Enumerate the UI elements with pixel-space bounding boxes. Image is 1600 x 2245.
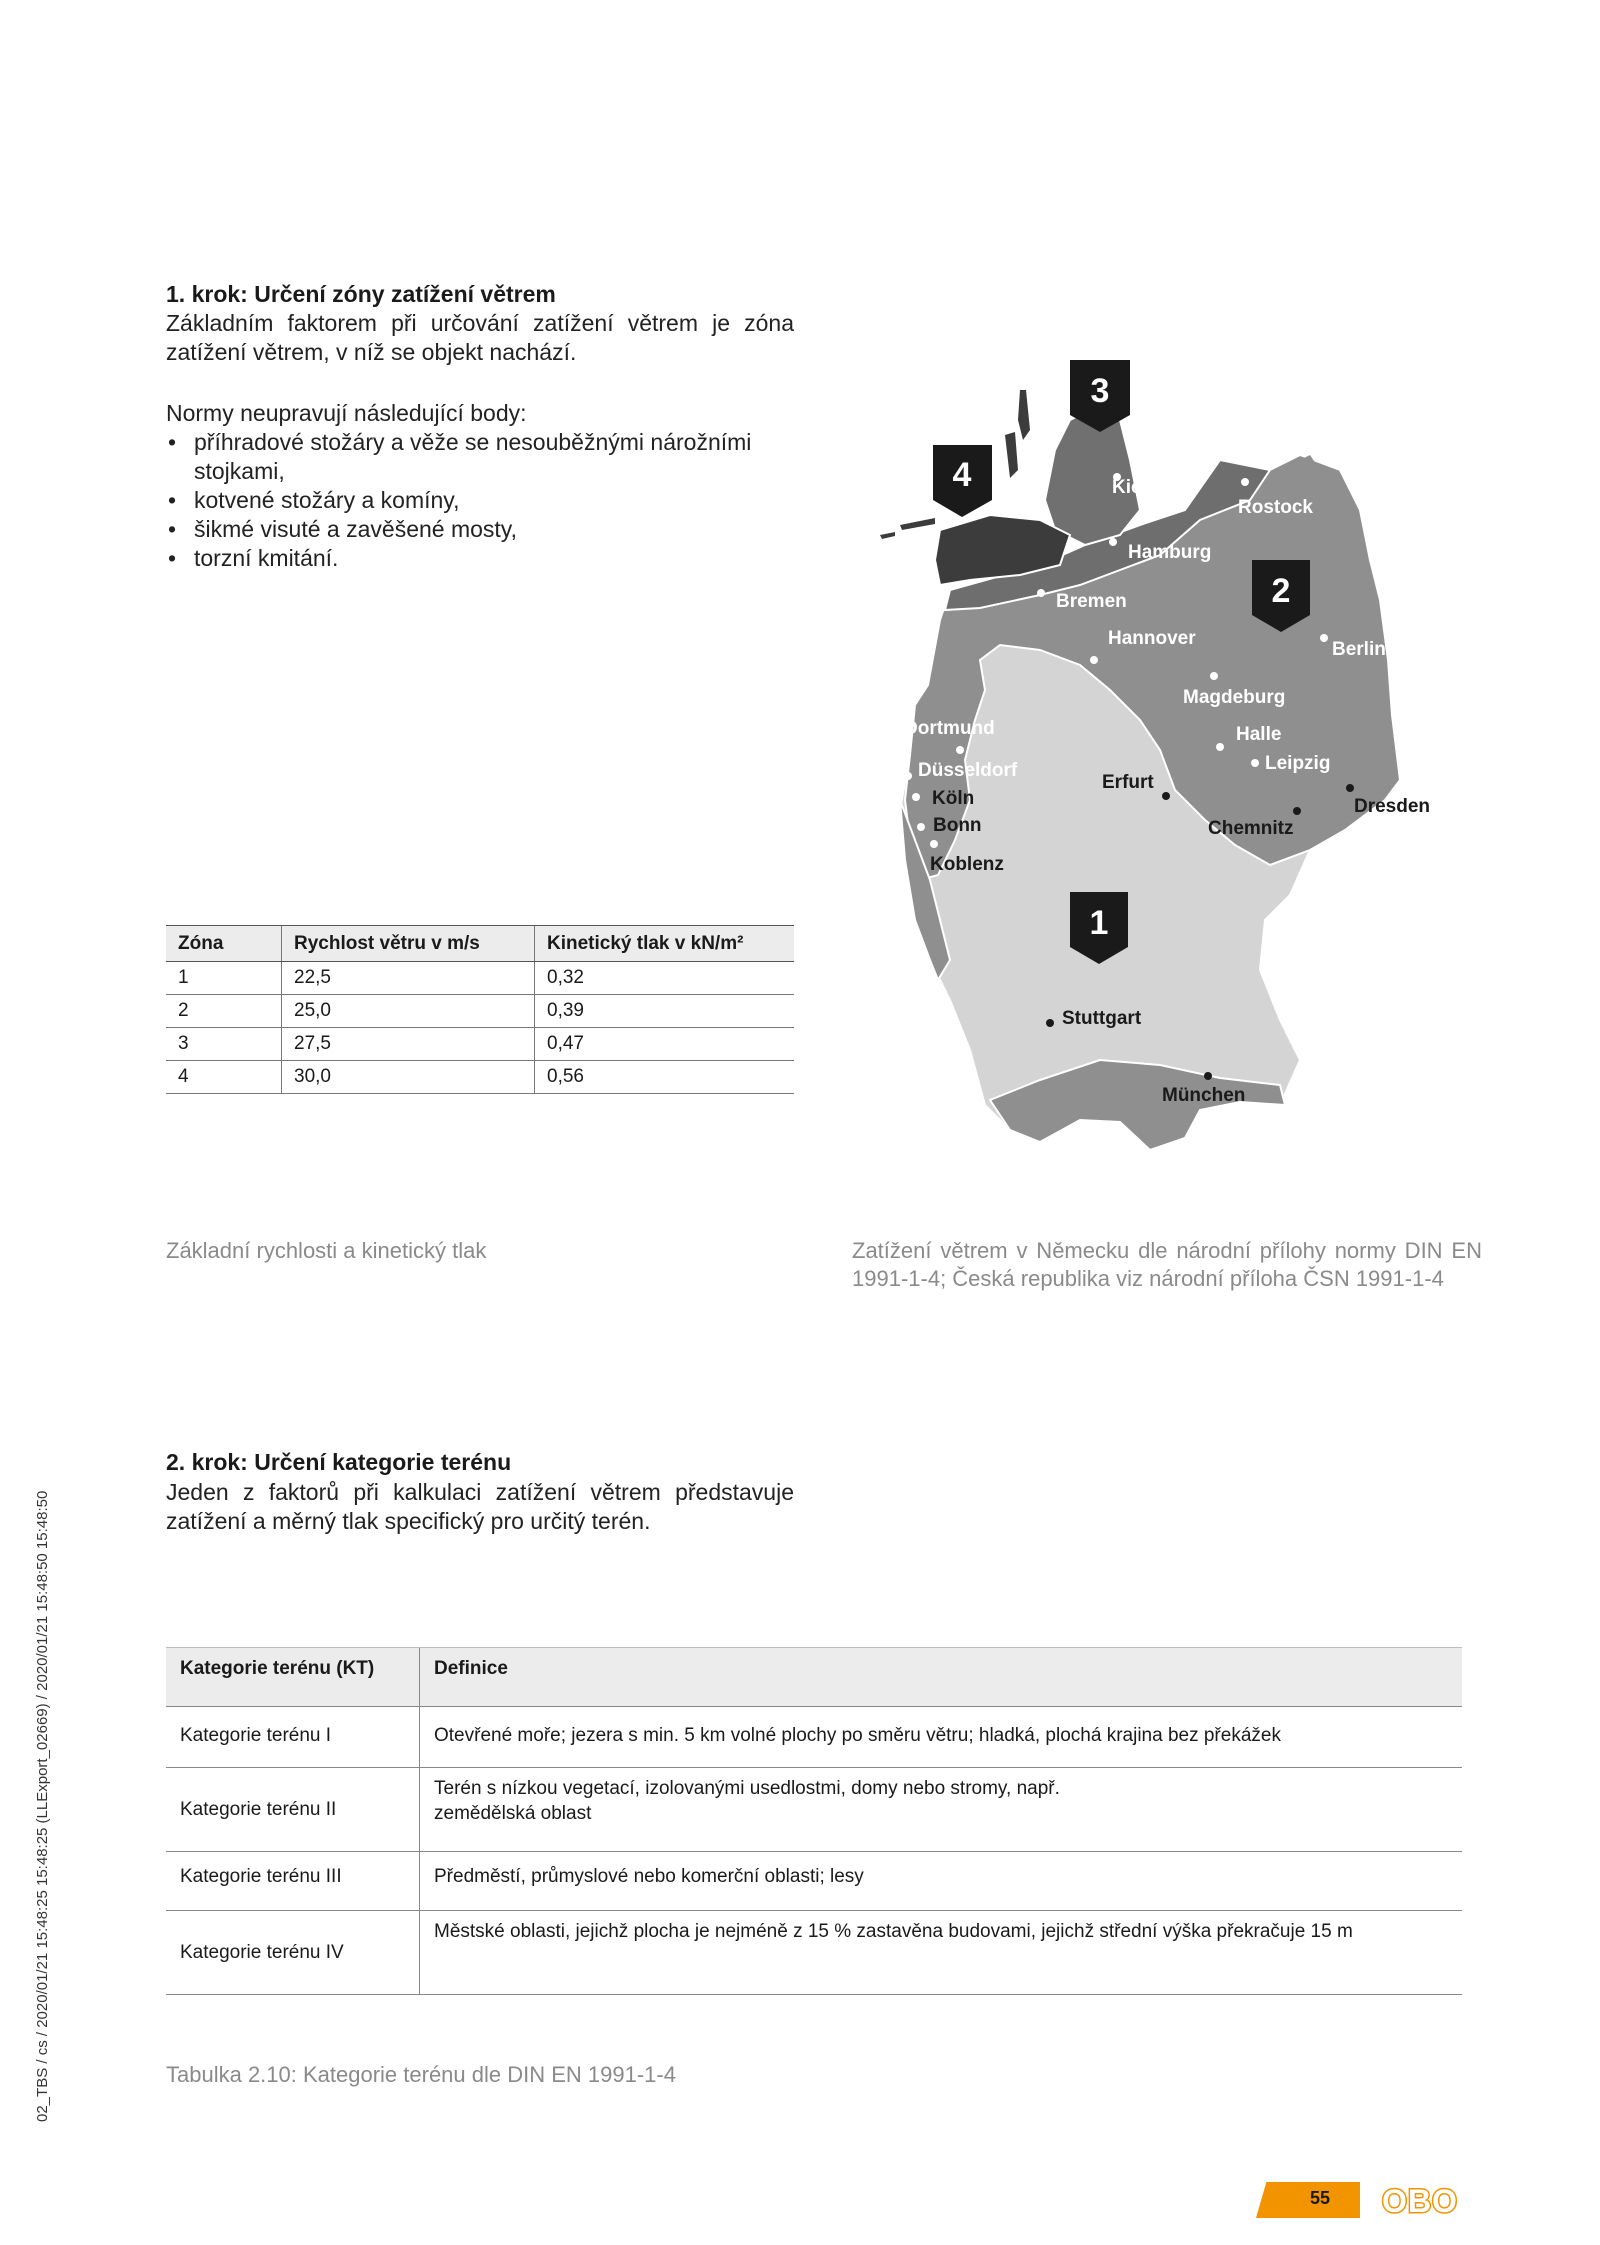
zone-cell: 4 bbox=[166, 1061, 282, 1094]
city-koeln: Köln bbox=[932, 788, 975, 809]
table-row bbox=[166, 1911, 1462, 1995]
zone-3-label: 3 bbox=[1090, 372, 1110, 410]
city-rostock: Rostock bbox=[1238, 497, 1313, 518]
terrain-table bbox=[166, 1647, 1462, 1995]
city-bonn: Bonn bbox=[933, 815, 982, 836]
kt-cell: Kategorie terénu IV bbox=[166, 1911, 420, 1995]
table-row bbox=[166, 962, 794, 995]
norm-item: • příhradové stožáry a věže se nesouběžnými nárožními stojkami, bbox=[166, 428, 806, 486]
city-bremen: Bremen bbox=[1056, 591, 1127, 612]
city-kiel: Kiel bbox=[1112, 477, 1147, 498]
city-chemnitz: Chemnitz bbox=[1208, 818, 1294, 839]
export-metadata-sidebar: 02_TBS / cs / 2020/01/21 15:48:25 15:48:25 (LLExport_02669) / 2020/01/21 15:48:50 15:48:50 bbox=[34, 1490, 51, 2122]
city-magdeburg: Magdeburg bbox=[1183, 687, 1286, 708]
zone-table-header bbox=[166, 926, 794, 962]
pressure-cell: 0,39 bbox=[535, 995, 795, 1028]
table-row bbox=[166, 1028, 794, 1061]
city-hamburg: Hamburg bbox=[1128, 542, 1212, 563]
zone-2-label: 2 bbox=[1271, 572, 1291, 610]
norm-item: • šikmé visuté a zavěšené mosty, bbox=[166, 515, 806, 544]
norms-intro: Normy neupravují následující body: bbox=[166, 400, 527, 426]
kt-cell: Kategorie terénu II bbox=[166, 1768, 420, 1852]
zone-cell: 3 bbox=[166, 1028, 282, 1061]
zone-table bbox=[166, 925, 794, 1094]
step1-intro: Základním faktorem při určování zatížení větrem je zóna zatížení větrem, v níž se objekt nachází. bbox=[166, 310, 794, 365]
zone-cell: 1 bbox=[166, 962, 282, 995]
city-muenchen: München bbox=[1162, 1085, 1246, 1106]
pressure-cell: 0,32 bbox=[535, 962, 795, 995]
col-speed-header: Rychlost větru v m/s bbox=[282, 926, 535, 962]
city-dresden: Dresden bbox=[1354, 796, 1431, 817]
step2-heading: 2. krok: Určení kategorie terénu bbox=[166, 1449, 512, 1475]
kt-cell: Kategorie terénu III bbox=[166, 1852, 420, 1911]
speed-cell: 22,5 bbox=[282, 962, 535, 995]
definition-cell: Terén s nízkou vegetací, izolovanými usedlostmi, domy nebo stromy, např. zemědělská oblast bbox=[420, 1768, 1463, 1852]
city-hannover: Hannover bbox=[1108, 628, 1196, 649]
table-row bbox=[166, 995, 794, 1028]
city-dortmund: Dortmund bbox=[904, 718, 995, 739]
page-number: 55 bbox=[1310, 2188, 1331, 2208]
kt-cell: Kategorie terénu I bbox=[166, 1707, 420, 1768]
map-caption: Zatížení větrem v Německu dle národní přílohy normy DIN EN 1991-1-4; Česká republika viz národní příloha ČSN 1991-1-4 bbox=[852, 1238, 1482, 1291]
speed-cell: 30,0 bbox=[282, 1061, 535, 1094]
city-berlin: Berlin bbox=[1332, 639, 1386, 660]
step2-intro: Jeden z faktorů při kalkulaci zatížení větrem představuje zatížení a měrný tlak specifický pro určitý terén. bbox=[166, 1479, 794, 1534]
step1-heading: 1. krok: Určení zóny zatížení větrem bbox=[166, 281, 556, 307]
table-row bbox=[166, 1707, 1462, 1768]
definition-cell: Otevřené moře; jezera s min. 5 km volné plochy po směru větru; hladká, plochá krajina bez překážek bbox=[420, 1707, 1463, 1768]
norm-item: • kotvené stožáry a komíny, bbox=[166, 486, 806, 515]
table-row bbox=[166, 1061, 794, 1094]
city-halle: Halle bbox=[1236, 724, 1282, 745]
city-stuttgart: Stuttgart bbox=[1062, 1008, 1142, 1029]
col-kt-header: Kategorie terénu (KT) bbox=[166, 1648, 420, 1707]
definition-cell: Předměstí, průmyslové nebo komerční oblasti; lesy bbox=[420, 1852, 1463, 1911]
germany-wind-zone-map bbox=[840, 360, 1460, 1180]
zone-4-label: 4 bbox=[952, 456, 972, 494]
definition-cell: Městské oblasti, jejichž plocha je nejméně z 15 % zastavěna budovami, jejichž střední výška překračuje 15 m bbox=[420, 1911, 1463, 1995]
pressure-cell: 0,56 bbox=[535, 1061, 795, 1094]
zone-table-caption: Základní rychlosti a kinetický tlak bbox=[166, 1238, 487, 1263]
speed-cell: 27,5 bbox=[282, 1028, 535, 1061]
norm-item: • torzní kmitání. bbox=[166, 544, 806, 573]
logo-text: OBO bbox=[1382, 2183, 1458, 2218]
col-pressure-header: Kinetický tlak v kN/m² bbox=[535, 926, 795, 962]
col-zone-header: Zóna bbox=[166, 926, 282, 962]
terrain-table-header bbox=[166, 1648, 1462, 1707]
pressure-cell: 0,47 bbox=[535, 1028, 795, 1061]
table-row bbox=[166, 1768, 1462, 1852]
zone-marker-4 bbox=[933, 445, 992, 517]
speed-cell: 25,0 bbox=[282, 995, 535, 1028]
obo-logo bbox=[1380, 2182, 1460, 2218]
city-erfurt: Erfurt bbox=[1102, 772, 1154, 793]
terrain-table-caption: Tabulka 2.10: Kategorie terénu dle DIN EN 1991-1-4 bbox=[166, 2062, 676, 2087]
col-definition-header: Definice bbox=[420, 1648, 1463, 1707]
city-koblenz: Koblenz bbox=[930, 854, 1004, 875]
zone-cell: 2 bbox=[166, 995, 282, 1028]
norms-list bbox=[166, 428, 806, 573]
city-duesseldorf: Düsseldorf bbox=[918, 760, 1018, 781]
zone-1-label: 1 bbox=[1089, 904, 1109, 942]
city-leipzig: Leipzig bbox=[1265, 753, 1331, 774]
page-number-tab bbox=[1256, 2182, 1360, 2218]
table-row bbox=[166, 1852, 1462, 1911]
